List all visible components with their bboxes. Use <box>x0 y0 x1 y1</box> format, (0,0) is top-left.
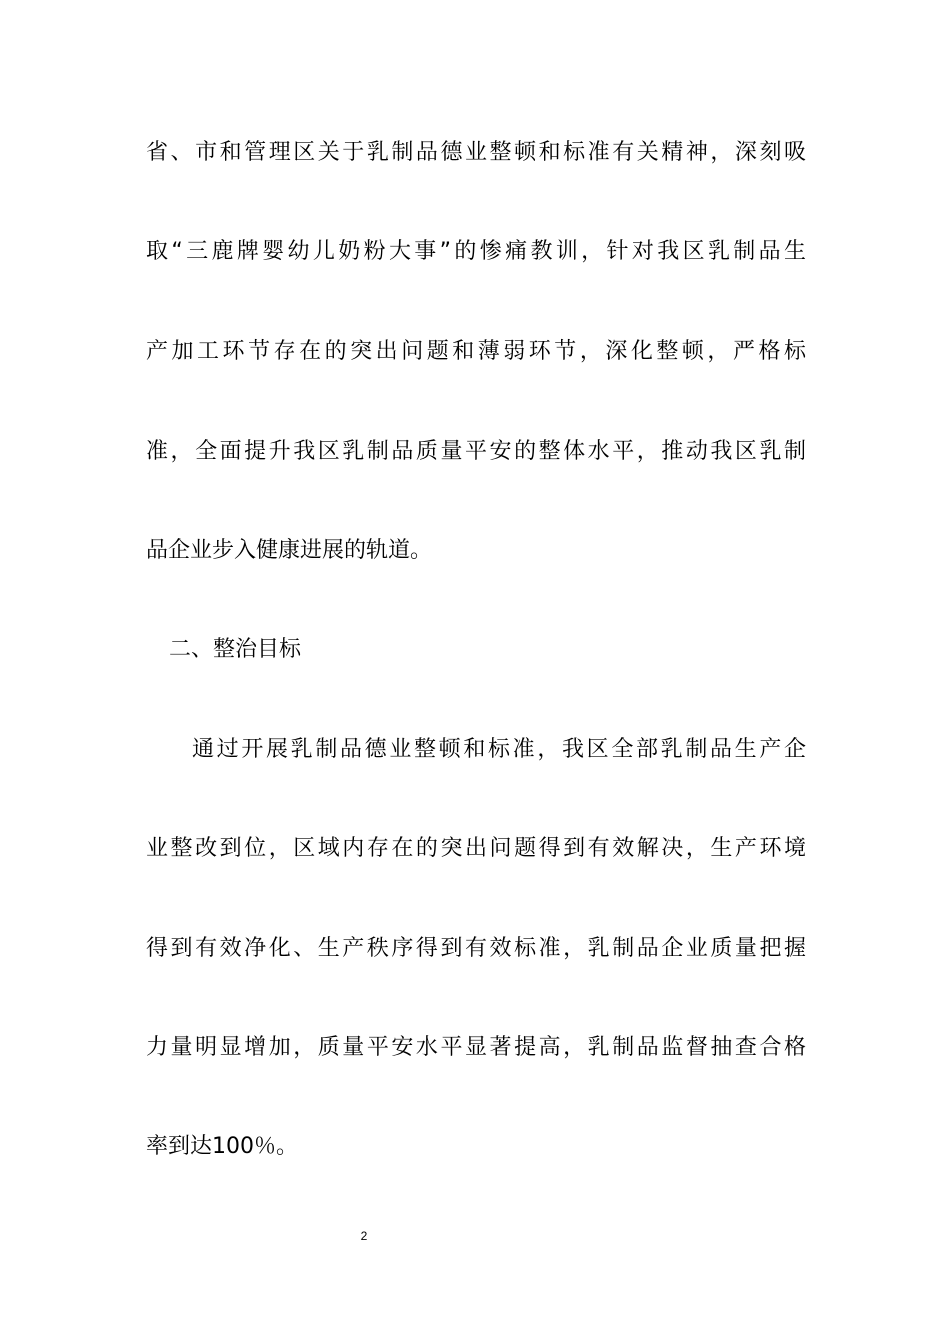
paragraph1-line-1: 省、市和管理区关于乳制品德业整顿和标准有关精神，深刻吸 <box>146 140 806 165</box>
paragraph2-line-3: 得到有效净化、生产秩序得到有效标准，乳制品企业质量把握 <box>146 936 806 961</box>
paragraph2-line-5: 率到达100％。 <box>146 1134 298 1159</box>
section-heading: 二、整治目标 <box>169 637 302 662</box>
paragraph2-line-2: 业整改到位，区域内存在的突出问题得到有效解决，生产环境 <box>146 836 806 861</box>
paragraph2-line-4: 力量明显增加，质量平安水平显著提高，乳制品监督抽查合格 <box>146 1035 806 1060</box>
page-number: 2 <box>360 1229 368 1243</box>
paragraph1-line-4: 准，全面提升我区乳制品质量平安的整体水平，推动我区乳制 <box>146 439 806 464</box>
paragraph1-line-3: 产加工环节存在的突出问题和薄弱环节，深化整顿，严格标 <box>146 339 806 364</box>
paragraph1-line-2: 取“三鹿牌婴幼儿奶粉大事”的惨痛教训，针对我区乳制品生 <box>146 239 806 264</box>
paragraph1-line-5: 品企业步入健康进展的轨道。 <box>146 538 433 563</box>
paragraph2-line-1: 通过开展乳制品德业整顿和标准，我区全部乳制品生产企 <box>192 737 806 762</box>
